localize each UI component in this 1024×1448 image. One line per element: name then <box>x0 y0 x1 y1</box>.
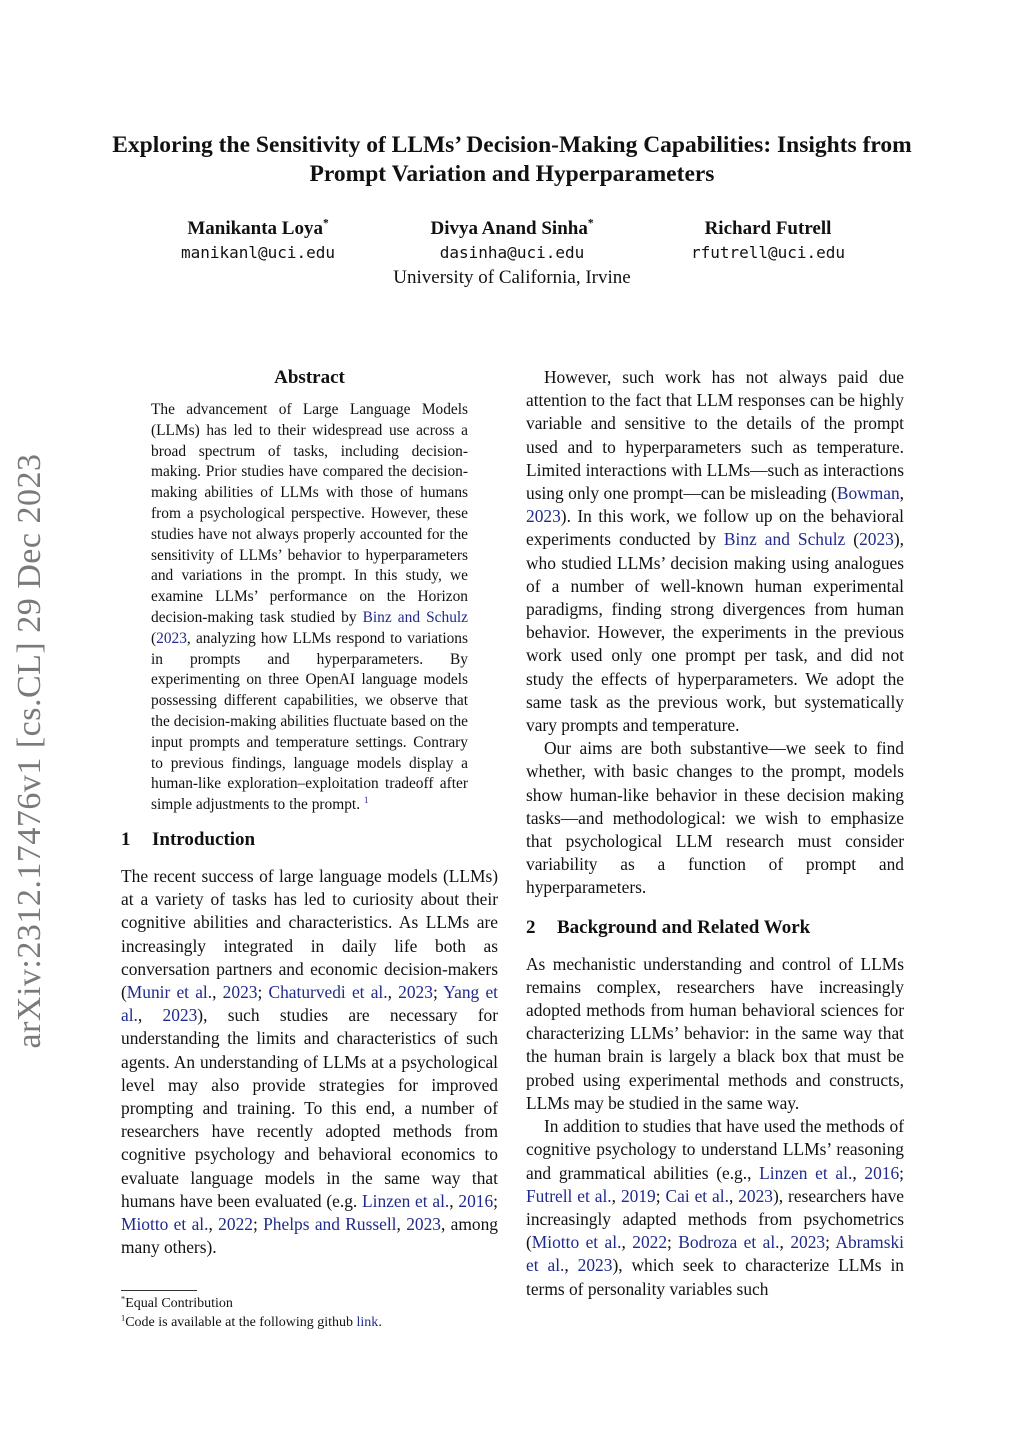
arxiv-identifier: arXiv:2312.17476v1 [cs.CL] 29 Dec 2023 <box>11 453 48 1049</box>
github-link[interactable]: link <box>356 1315 379 1330</box>
author-3 <box>668 217 868 265</box>
section-heading-introduction: 1 Introduction <box>121 828 256 850</box>
paper-title: Exploring the Sensitivity of LLMs’ Decision-Making Capabilities: Insights from Prompt Variation and Hyperparameters <box>112 132 912 187</box>
author-name: Manikanta Loya <box>187 218 323 239</box>
abstract-text: The advancement of Large Language Models (LLMs) has led to their widespread use across a broad spectrum of tasks, including decision-making. Prior studies have compared the decision-making abilities of LLMs with those of humans from a psychological perspective. However, these studies have not always properly accounted for the sensitivity of LLMs’ behavior to hyperparameters and variations in the prompt. In this study, we examine LLMs’ performance on the Horizon decision-making task studied by Binz and Schulz (2023, analyzing how LLMs respond to variations in prompts and hyperparameters. By experimenting on three OpenAI language models possessing different capabilities, we observe that the decision-making abilities fluctuate based on the input prompts and temperature settings. Contrary to previous findings, language models display a human-like exploration–exploitation tradeoff after simple adjustments to the prompt. $^1$ <box>151 401 468 814</box>
citation-link[interactable]: Bodroza et al. <box>678 1232 780 1253</box>
citation-year-link[interactable]: 2023 <box>222 981 258 1002</box>
citation-year-link[interactable]: 2023 <box>406 1213 441 1234</box>
citation-year-link[interactable]: 2019 <box>620 1185 656 1206</box>
citation-year-link[interactable]: 2023 <box>859 529 894 550</box>
footnote-ref-link[interactable]: 1 <box>363 795 369 806</box>
author-name: Divya Anand Sinha <box>430 218 588 239</box>
footnote-rule <box>121 1290 197 1291</box>
equal-contribution-mark: * <box>587 217 594 230</box>
citation-link[interactable]: Cai et al. <box>665 1185 729 1206</box>
citation-link[interactable]: Yang et al. <box>121 981 499 1026</box>
author-email: rfutrell@uci.edu <box>690 243 846 262</box>
author-1 <box>158 217 358 265</box>
footnotes <box>121 1290 498 1332</box>
footnote-2: $^1$Code is available at the following github link. <box>121 1313 382 1330</box>
author-name: Richard Futrell <box>704 218 832 239</box>
abstract-heading: Abstract <box>274 367 345 388</box>
body-paragraph: Our aims are both substantive—we seek to find whether, with basic changes to the prompt, models show human-like behavior in these decision making tasks—and methodological: we wish to emphasize that psychological LLM research must consider variability as a function of prompt and hyperparameters. <box>526 738 904 898</box>
citation-year-link[interactable]: 2023 <box>398 981 433 1002</box>
author-2 <box>382 217 642 290</box>
author-email: dasinha@uci.edu <box>439 243 585 262</box>
citation-year-link[interactable]: 2016 <box>864 1162 900 1183</box>
citation-link[interactable]: Chaturvedi et al. <box>268 981 388 1002</box>
citation-year-link[interactable]: 2023 <box>790 1232 826 1253</box>
section-heading-background: 2 Background and Related Work <box>526 916 811 938</box>
footnote-1: *Equal Contribution <box>121 1294 233 1311</box>
citation-link[interactable]: Linzen et al. <box>362 1190 450 1211</box>
citation-link[interactable]: Binz and Schulz <box>362 608 468 626</box>
citation-link[interactable]: Miotto et al. <box>121 1213 209 1234</box>
citation-year-link[interactable]: 2022 <box>218 1213 253 1234</box>
citation-link[interactable]: Bowman <box>836 483 900 504</box>
right-column <box>526 366 904 1301</box>
citation-link[interactable]: Abramski et al. <box>526 1232 904 1276</box>
citation-link[interactable]: Binz and Schulz <box>723 529 846 550</box>
citation-year-link[interactable]: 2023 <box>162 1005 198 1026</box>
citation-link[interactable]: Futrell et al. <box>526 1185 612 1206</box>
citation-year-link[interactable]: 2023 <box>577 1255 613 1276</box>
left-column <box>121 366 498 1259</box>
body-paragraph: In addition to studies that have used the methods of cognitive psychology to understand LLMs’ reasoning and grammatical abilities (e.g., Linzen et al., 2016; Futrell et al., 2019; Cai et al., 2023), researchers have increasingly adapted methods from psychometrics (Miotto et al., 2022; Bodroza et al., 2023; Abramski et al., 2023), which seek to characterize LLMs in terms of personality variables such <box>526 1116 905 1299</box>
body-paragraph: However, such work has not always paid due attention to the fact that LLM responses can be highly variable and sensitive to the details of the prompt used and to hyperparameters such as temperature. Limited interactions with LLMs—such as interactions using only one prompt—can be misleading (Bowman, 2023). In this work, we follow up on the behavioral experiments conducted by Binz and Schulz (2023), who studied LLMs’ decision making using analogues of a number of well-known human experimental paradigms, finding strong divergences from human behavior. However, the experiments in the previous work used only one prompt per task, and did not study the effects of hyperparameters. We adopt the same task as the previous work, but systematically vary prompts and temperature. <box>526 367 905 736</box>
citation-link[interactable]: Phelps and Russell <box>263 1213 397 1234</box>
citation-year-link[interactable]: 2023 <box>738 1185 773 1206</box>
citation-link[interactable]: Munir et al. <box>126 981 213 1002</box>
citation-year-link[interactable]: 2023 <box>156 629 187 647</box>
author-email: manikanl@uci.edu <box>180 243 336 262</box>
affiliation: University of California, Irvine <box>393 267 631 288</box>
citation-year-link[interactable]: 2022 <box>632 1232 668 1253</box>
citation-year-link[interactable]: 2023 <box>526 506 561 527</box>
citation-year-link[interactable]: 2016 <box>458 1190 494 1211</box>
citation-link[interactable]: Miotto et al. <box>531 1232 622 1253</box>
intro-paragraph: The recent success of large language models (LLMs) at a variety of tasks has led to curiosity about their cognitive abilities and characteristics. As LLMs are increasingly integrated in daily life both as conversation partners and economic decision-makers (Munir et al., 2023; Chaturvedi et al., 2023; Yang et al., 2023), such studies are necessary for understanding the limits and characteristics of such agents. An understanding of LLMs at a psychological level may also provide strategies for improved prompting and training. To this end, a number of researchers have recently adopted methods from cognitive psychology and behavioral economics to evaluate language models in the same way that humans have been evaluated (e.g. Linzen et al., 2016; Miotto et al., 2022; Phelps and Russell, 2023, among many others). <box>121 865 499 1258</box>
citation-link[interactable]: Linzen et al. <box>759 1162 853 1183</box>
body-paragraph: As mechanistic understanding and control of LLMs remains complex, researchers have increasingly adopted methods from human behavioral sciences for characterizing LLMs’ behavior: in the same way that the human brain is largely a black box that must be probed using experimental methods and constructs, LLMs may be studied in the same way. <box>526 953 904 1113</box>
equal-contribution-mark: * <box>322 217 329 230</box>
